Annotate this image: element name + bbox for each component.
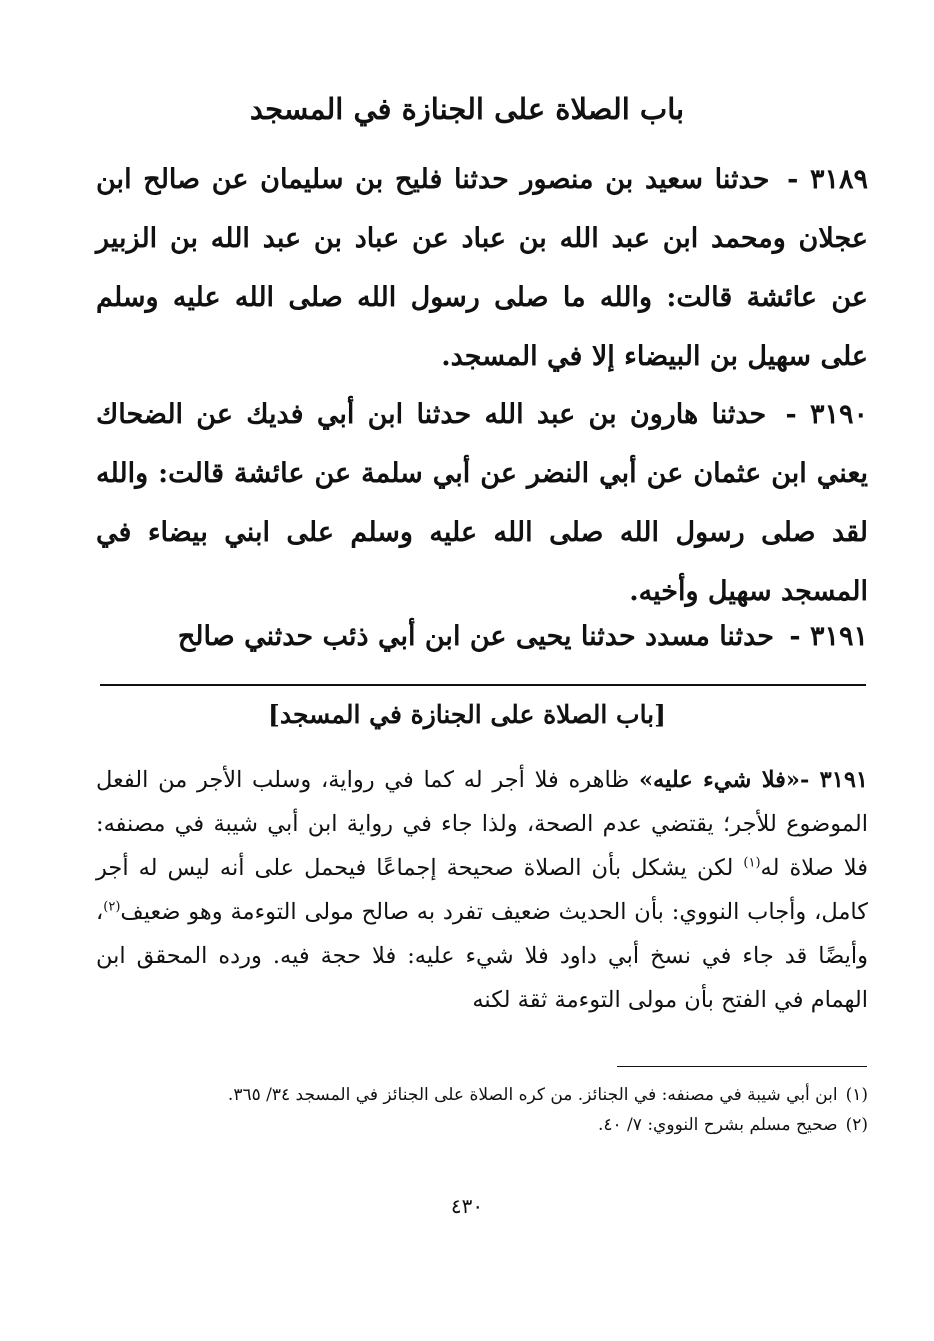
hadith-3191 (96, 607, 868, 666)
commentary-paragraph (96, 758, 868, 1022)
commentary-text: ظاهره فلا أجر له كما في رواية، وسلب الأجر من الفعل الموضوع للأجر؛ يقتضي عدم الصحة، ولذا جاء في رواية ابن أبي شيبة في مصنفه: فلا صلاة له (96, 767, 868, 881)
footnote-number: (٢) (845, 1115, 868, 1135)
footnote-text: صحيح مسلم بشرح النووي: ٧/ ٤٠. (597, 1115, 838, 1135)
hadith-number: ٣١٩٠ - (785, 399, 868, 430)
hadith-text: حدثنا سعيد بن منصور حدثنا فليح بن سليمان عن صالح ابن عجلان ومحمد ابن عبد الله بن عباد عن عباد بن عبد الله بن الزبير عن عائشة قالت: والله ما صلى رسول الله صلى الله عليه وسلم على سهيل بن البيضاء إلا في المسجد. (96, 164, 868, 372)
commentary-number: ٣١٩١ - (799, 767, 869, 793)
footnotes (96, 1080, 868, 1140)
footnote-1 (96, 1080, 868, 1110)
footnote-number: (١) (845, 1085, 868, 1105)
hadith-text: حدثنا مسدد حدثنا يحيى عن ابن أبي ذئب حدثني صالح (177, 621, 774, 652)
commentary-title: [باب الصلاة على الجنازة في المسجد] (268, 700, 666, 729)
hadith-3189 (96, 150, 868, 386)
hadith-number: ٣١٩١ - (789, 621, 868, 652)
commentary-text: ، وأيضًا قد جاء في نسخ أبي داود فلا شيء عليه: فلا حجة فيه. ورده المحقق ابن الهمام في الفتح بأن مولى التوءمة ثقة لكنه (96, 899, 868, 1013)
footnote-ref-2: (٢) (103, 899, 121, 915)
section-divider (100, 684, 866, 686)
commentary-quote: «فلا شيء عليه» (638, 767, 800, 793)
page-number: ٤٣٠ (450, 1194, 484, 1218)
hadith-number: ٣١٨٩ - (787, 164, 869, 195)
footnote-ref-1: (١) (743, 855, 761, 871)
chapter-title: باب الصلاة على الجنازة في المسجد (249, 92, 685, 126)
footnote-divider (617, 1066, 867, 1067)
commentary-text: لكن يشكل بأن الصلاة صحيحة إجماعًا فيحمل على أنه ليس له أجر كامل، وأجاب النووي: بأن الحديث ضعيف تفرد به صالح مولى التوءمة وهو ضعيف (96, 855, 868, 925)
hadith-3190 (96, 385, 868, 621)
footnote-2 (96, 1110, 868, 1140)
footnote-text: ابن أبي شيبة في مصنفه: في الجنائز. من كره الصلاة على الجنائز في المسجد ٣٤/ ٣٦٥. (227, 1085, 838, 1105)
hadith-text: حدثنا هارون بن عبد الله حدثنا ابن أبي فديك عن الضحاك يعني ابن عثمان عن أبي النضر عن أبي سلمة عن عائشة قالت: والله لقد صلى رسول الله صلى الله عليه وسلم على ابني بيضاء في المسجد سهيل وأخيه. (96, 399, 868, 607)
